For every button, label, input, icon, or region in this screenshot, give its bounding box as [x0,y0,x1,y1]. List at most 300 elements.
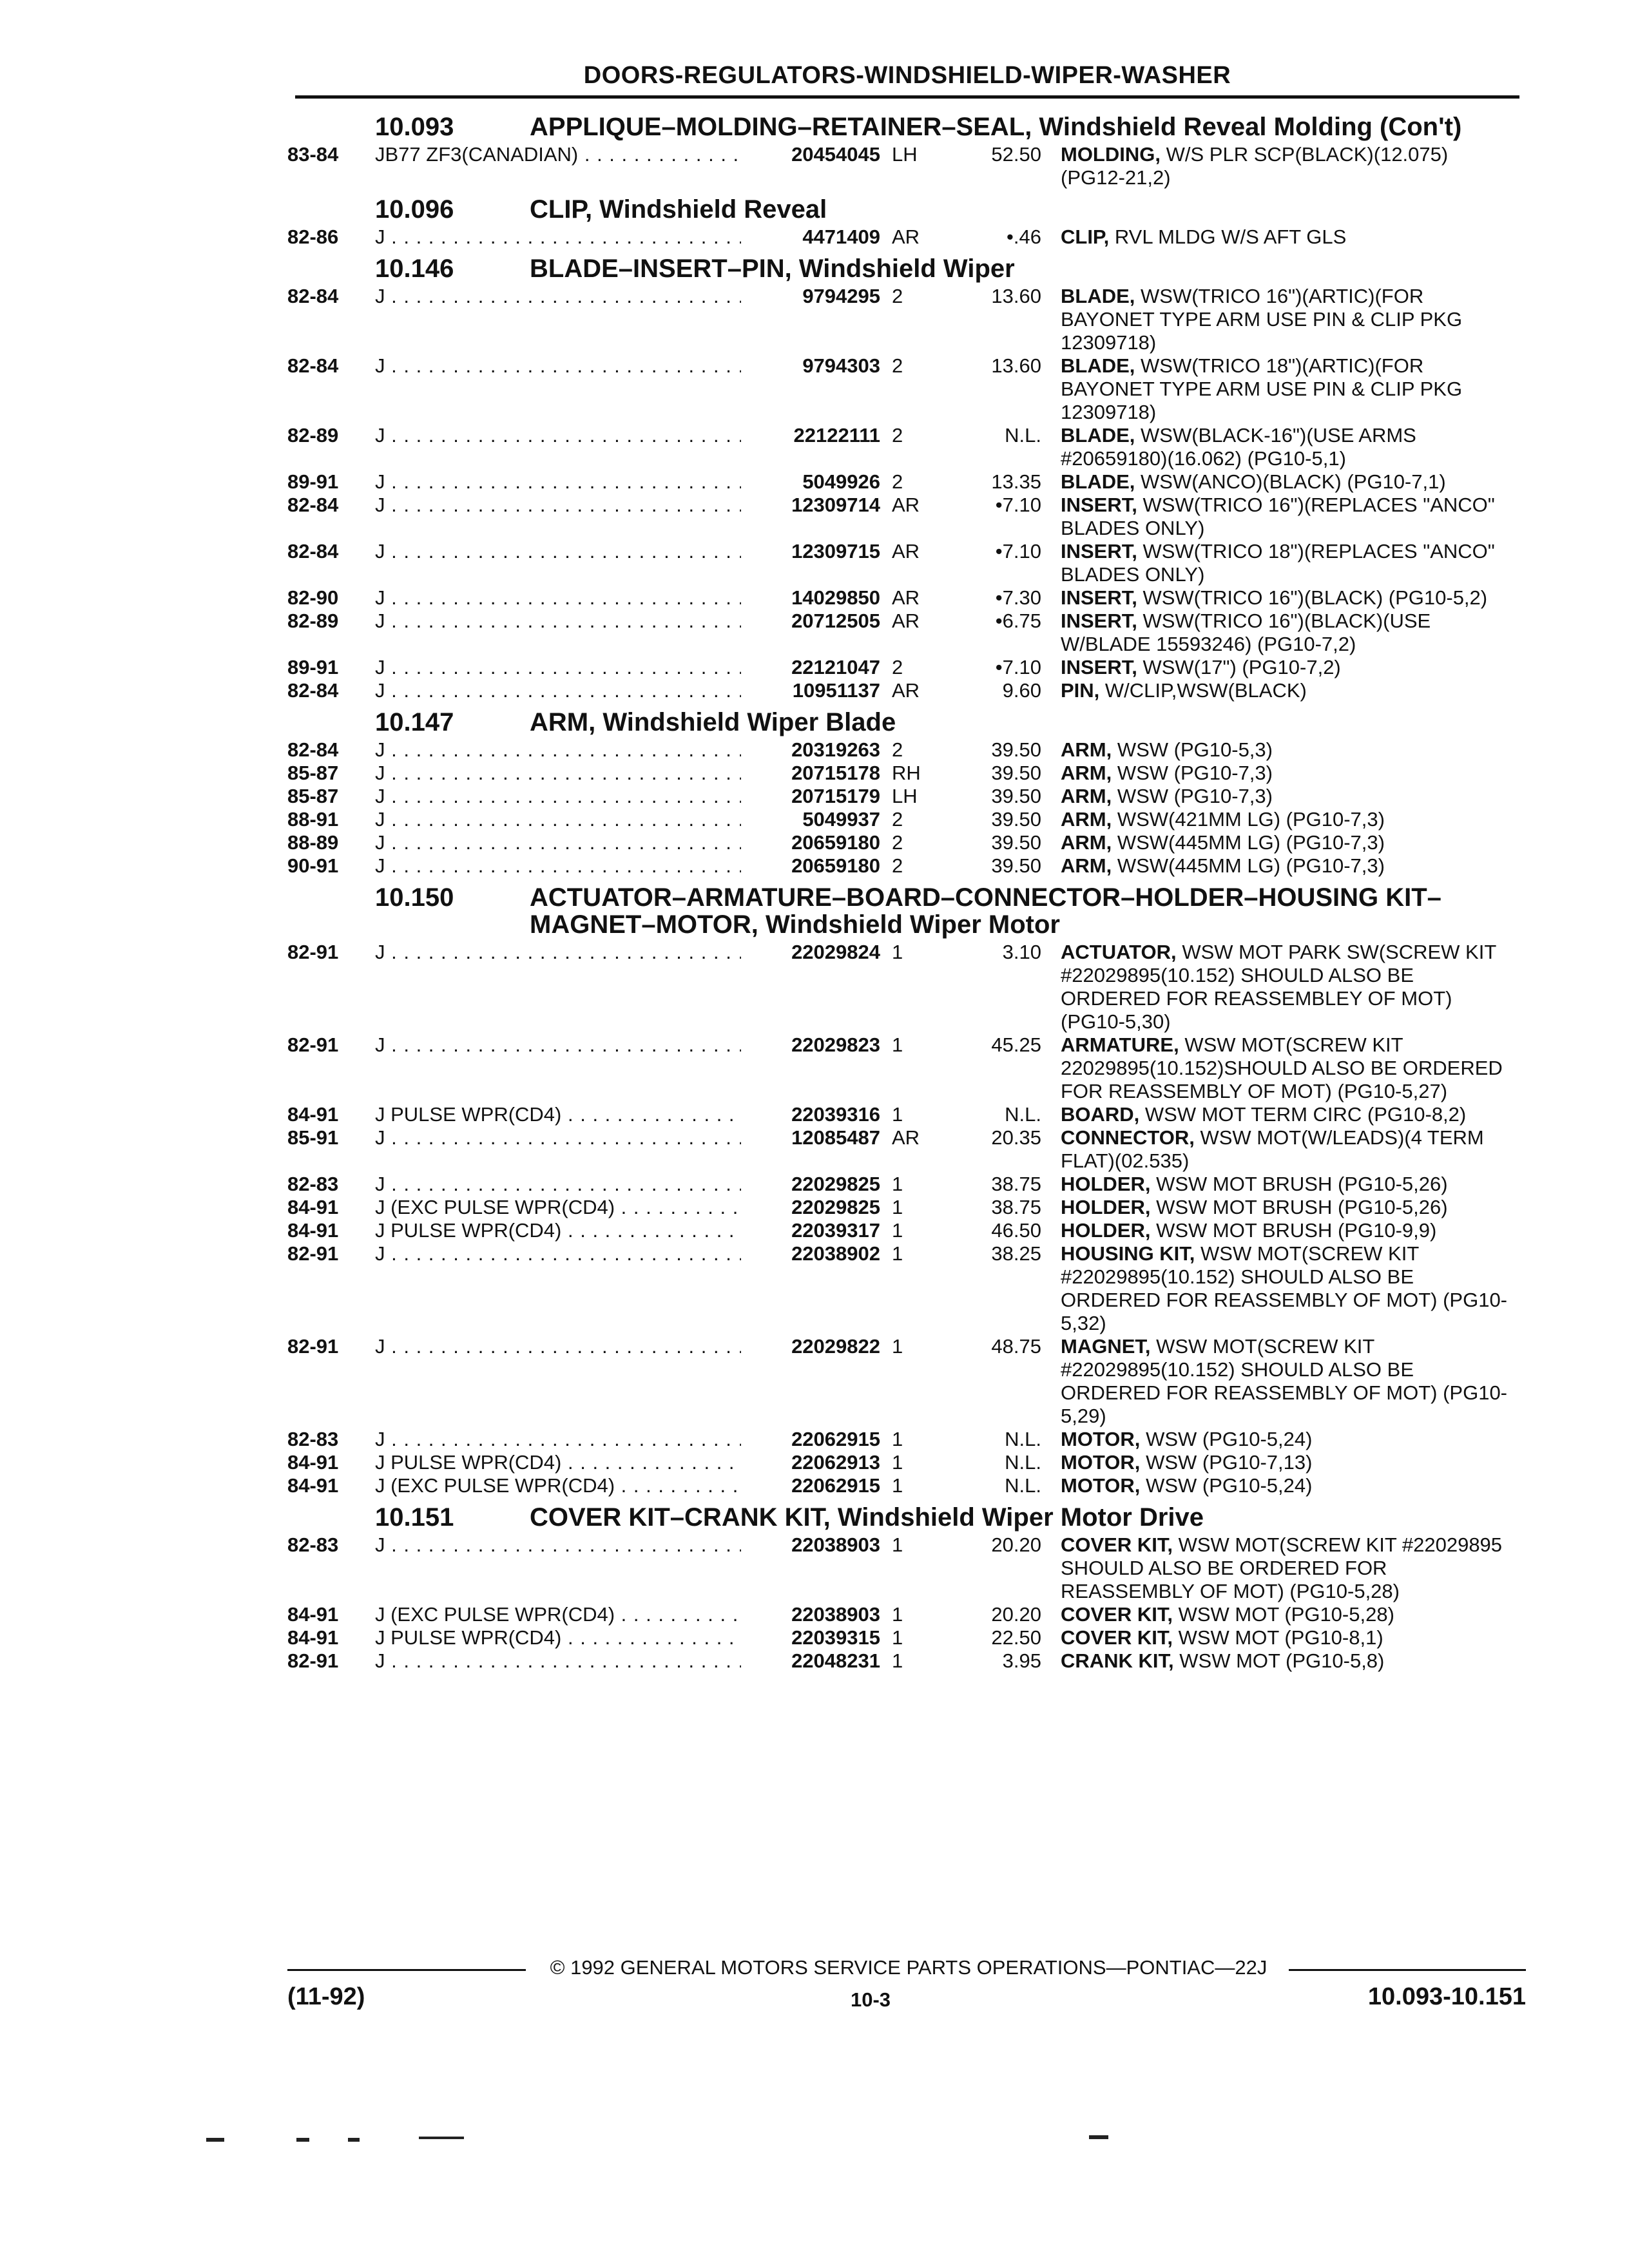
part-row [287,610,1525,656]
model-years: 84-91 [287,1219,339,1242]
model-years: 82-83 [287,1533,339,1556]
model-years: 85-87 [287,762,339,784]
quantity: 1 [892,1219,903,1242]
quantity: AR [892,540,920,562]
part-number: 20659180 [741,854,880,878]
price: 46.50 [991,1219,1041,1242]
part-number: 22038903 [741,1603,880,1626]
part-number: 9794303 [741,354,880,378]
quantity: 1 [892,1533,903,1556]
model-application: J . . . [375,785,741,808]
part-description [1061,1603,1512,1626]
part-name: COVER KIT, [1061,1533,1173,1556]
part-name: CONNECTOR, [1061,1126,1195,1149]
part-description [1061,586,1512,610]
part-detail: WSW MOT BRUSH (PG10-5,26) [1156,1173,1448,1195]
quantity: 1 [892,1033,903,1056]
part-number: 22121047 [741,656,880,679]
part-number: 22039316 [741,1103,880,1126]
part-description [1061,679,1512,702]
quantity: AR [892,226,920,248]
part-name: ARM, [1061,738,1112,761]
quantity: 2 [892,470,903,493]
model-years: 82-84 [287,354,339,377]
price: N.L. [1005,1103,1041,1126]
part-name: CRANK KIT, [1061,1649,1174,1672]
part-description [1061,1533,1512,1603]
footer-rule-left [287,1969,526,1971]
model-years: 88-89 [287,831,339,854]
part-description [1061,143,1512,189]
quantity: 1 [892,941,903,963]
part-detail: WSW MOT BRUSH (PG10-9,9) [1156,1219,1437,1242]
quantity: 2 [892,656,903,678]
price: •7.30 [995,586,1041,609]
model-application: J . . . [375,285,741,308]
model-application: J . . . [375,470,741,494]
quantity: 1 [892,1196,903,1218]
part-name: ARM, [1061,831,1112,854]
model-years: 82-86 [287,226,339,248]
part-number: 22122111 [741,424,880,447]
price: N.L. [1005,424,1041,447]
part-detail: WSW MOT TERM CIRC (PG10-8,2) [1144,1103,1467,1126]
part-detail: W/S PLR SCP(BLACK)(12.075) (PG12-21,2) [1061,143,1449,189]
part-description [1061,1103,1512,1126]
quantity: 1 [892,1474,903,1497]
part-detail: WSW(TRICO 16")(BLACK) (PG10-5,2) [1142,586,1488,609]
part-number: 22029825 [741,1196,880,1219]
part-row [287,656,1525,679]
page-header: DOORS-REGULATORS-WINDSHIELD-WIPER-WASHER [583,62,1231,89]
part-name: COVER KIT, [1061,1626,1173,1649]
model-application: J . . . [375,762,741,785]
part-name: ACTUATOR, [1061,941,1177,963]
scan-artifact [419,2137,464,2139]
part-number: 22029823 [741,1033,880,1057]
catalog-section [287,249,1525,702]
part-description [1061,1033,1512,1103]
quantity: AR [892,610,920,632]
part-row [287,854,1525,878]
part-name: MOTOR, [1061,1451,1141,1474]
model-application: J . . . [375,586,741,610]
scan-artifact [206,2138,224,2142]
section-title: COVER KIT–CRANK KIT, Windshield Wiper Motor Drive [530,1503,1204,1532]
part-name: BLADE, [1061,354,1135,377]
section-title: ARM, Windshield Wiper Blade [530,708,896,736]
model-years: 82-83 [287,1428,339,1450]
catalog-section [287,107,1525,189]
model-application: J PULSE WPR(CD4) . . . [375,1626,741,1649]
part-number: 22062913 [741,1451,880,1474]
part-detail: WSW (PG10-5,24) [1146,1474,1313,1497]
part-description [1061,762,1512,785]
footer-date-code: (11-92) [287,1983,365,2010]
part-row [287,470,1525,494]
model-application: J . . . [375,738,741,762]
model-years: 82-89 [287,424,339,447]
part-name: MAGNET, [1061,1335,1151,1358]
model-years: 84-91 [287,1196,339,1218]
part-name: INSERT, [1061,610,1137,632]
part-number: 9794295 [741,285,880,308]
footer-group-range: 10.093-10.151 [1367,1983,1526,2010]
part-description [1061,656,1512,679]
price: •7.10 [995,494,1041,516]
part-description [1061,808,1512,831]
part-number: 22062915 [741,1474,880,1497]
part-number: 22038902 [741,1242,880,1265]
section-code: 10.151 [375,1503,454,1532]
price: •.46 [1007,226,1041,248]
price: 20.20 [991,1533,1041,1556]
section-code: 10.096 [375,195,454,224]
model-application: J PULSE WPR(CD4) . . . [375,1451,741,1474]
quantity: 1 [892,1649,903,1672]
model-years: 82-91 [287,1649,339,1672]
quantity: 1 [892,1103,903,1126]
part-number: 22029822 [741,1335,880,1358]
price: 52.50 [991,143,1041,166]
part-detail: WSW(TRICO 18")(ARTIC)(FOR BAYONET TYPE ARM USE PIN & CLIP PKG 12309718) [1061,354,1463,423]
price: N.L. [1005,1474,1041,1497]
price: 39.50 [991,808,1041,831]
quantity: 1 [892,1626,903,1649]
model-years: 83-84 [287,143,339,166]
section-heading [287,878,1525,941]
section-title: CLIP, Windshield Reveal [530,195,827,224]
part-name: MOLDING, [1061,143,1161,166]
part-detail: WSW(445MM LG) (PG10-7,3) [1117,854,1385,877]
part-detail: WSW(TRICO 16")(BLACK)(USE W/BLADE 15593246) (PG10-7,2) [1061,610,1431,655]
model-application: J . . . [375,226,741,249]
part-description [1061,1428,1512,1451]
model-application: J . . . [375,610,741,633]
part-description [1061,1335,1512,1428]
part-detail: WSW MOT(W/LEADS)(4 TERM FLAT)(02.535) [1061,1126,1484,1172]
price: 20.20 [991,1603,1041,1626]
price: 38.25 [991,1242,1041,1265]
price: 20.35 [991,1126,1041,1149]
model-application: J . . . [375,1428,741,1451]
part-description [1061,354,1512,424]
part-name: BOARD, [1061,1103,1140,1126]
part-row [287,540,1525,586]
model-application: J (EXC PULSE WPR(CD4) . . . [375,1474,741,1497]
part-name: ARMATURE, [1061,1033,1179,1056]
quantity: AR [892,1126,920,1149]
model-application: J . . . [375,1033,741,1057]
model-application: J . . . [375,494,741,517]
part-detail: WSW(445MM LG) (PG10-7,3) [1117,831,1385,854]
quantity: RH [892,762,921,784]
part-name: INSERT, [1061,656,1137,678]
model-years: 84-91 [287,1603,339,1626]
section-heading [287,189,1525,226]
part-description [1061,494,1512,540]
part-row [287,1626,1525,1649]
model-application: J . . . [375,540,741,563]
part-description [1061,738,1512,762]
model-years: 84-91 [287,1451,339,1474]
section-code: 10.146 [375,255,454,283]
part-number: 12309714 [741,494,880,517]
part-row [287,586,1525,610]
part-number: 22029824 [741,941,880,964]
quantity: 2 [892,424,903,447]
price: •6.75 [995,610,1041,632]
part-row [287,424,1525,470]
model-application: J PULSE WPR(CD4) . . . [375,1103,741,1126]
scan-artifact [1089,2135,1108,2139]
part-number: 12309715 [741,540,880,563]
part-row [287,679,1525,702]
catalog-section [287,1497,1525,1673]
part-name: CLIP, [1061,226,1110,248]
part-row [287,1219,1525,1242]
part-detail: WSW (PG10-5,3) [1117,738,1273,761]
part-row [287,226,1525,249]
part-row [287,354,1525,424]
part-number: 20715178 [741,762,880,785]
section-heading [287,249,1525,285]
model-years: 82-91 [287,1335,339,1358]
part-number: 22038903 [741,1533,880,1557]
quantity: 1 [892,1428,903,1450]
part-detail: WSW MOT (PG10-5,28) [1178,1603,1394,1626]
part-detail: WSW MOT (PG10-8,1) [1178,1626,1383,1649]
part-number: 22039317 [741,1219,880,1242]
price: 39.50 [991,785,1041,807]
part-detail: WSW MOT(SCREW KIT #22029895(10.152) SHOULD ALSO BE ORDERED FOR REASSEMBLY OF MOT) (PG10-5,29) [1061,1335,1508,1427]
part-detail: WSW(17") (PG10-7,2) [1142,656,1341,678]
model-application: J . . . [375,424,741,447]
quantity: AR [892,586,920,609]
part-name: BLADE, [1061,470,1135,493]
part-row [287,1335,1525,1428]
price: 13.60 [991,354,1041,377]
part-row [287,1474,1525,1497]
quantity: 1 [892,1603,903,1626]
part-row [287,1103,1525,1126]
quantity: 1 [892,1173,903,1195]
footer-page-number: 10-3 [851,1988,891,2011]
part-detail: WSW MOT PARK SW(SCREW KIT #22029895(10.152) SHOULD ALSO BE ORDERED FOR REASSEMBLEY OF MOT) (PG10-5,30) [1061,941,1496,1033]
part-name: INSERT, [1061,586,1137,609]
part-name: HOLDER, [1061,1219,1151,1242]
part-description [1061,1173,1512,1196]
part-row [287,143,1525,189]
model-years: 84-91 [287,1626,339,1649]
part-row [287,1603,1525,1626]
part-description [1061,854,1512,878]
quantity: LH [892,143,918,166]
part-description [1061,1196,1512,1219]
part-number: 20659180 [741,831,880,854]
part-row [287,285,1525,354]
model-application: JB77 ZF3(CANADIAN) . . . [375,143,741,166]
part-description [1061,470,1512,494]
quantity: 1 [892,1335,903,1358]
model-years: 88-91 [287,808,339,831]
part-number: 22029825 [741,1173,880,1196]
part-row [287,1451,1525,1474]
quantity: 1 [892,1451,903,1474]
part-description [1061,226,1512,249]
price: 3.95 [1002,1649,1041,1672]
part-description [1061,1649,1512,1673]
model-years: 82-89 [287,610,339,632]
model-years: 82-91 [287,941,339,963]
footer-copyright: © 1992 GENERAL MOTORS SERVICE PARTS OPERATIONS—PONTIAC—22J [550,1956,1268,1979]
model-years: 90-91 [287,854,339,877]
part-row [287,831,1525,854]
part-name: ARM, [1061,808,1112,831]
part-number: 5049926 [741,470,880,494]
section-code: 10.093 [375,113,454,141]
part-row [287,1173,1525,1196]
model-application: J . . . [375,1533,741,1557]
model-years: 89-91 [287,656,339,678]
price: N.L. [1005,1428,1041,1450]
price: 38.75 [991,1196,1041,1218]
part-description [1061,1242,1512,1335]
price: 13.60 [991,285,1041,307]
price: 48.75 [991,1335,1041,1358]
section-code: 10.150 [375,883,454,912]
header-rule [295,95,1519,99]
scan-artifact [296,2138,309,2142]
model-application: J (EXC PULSE WPR(CD4) . . . [375,1603,741,1626]
model-application: J . . . [375,1649,741,1673]
part-detail: WSW (PG10-5,24) [1146,1428,1313,1450]
scan-artifact [348,2138,360,2142]
part-number: 22062915 [741,1428,880,1451]
quantity: 2 [892,854,903,877]
part-detail: WSW MOT BRUSH (PG10-5,26) [1156,1196,1448,1218]
model-application: J . . . [375,354,741,378]
part-detail: WSW(BLACK-16")(USE ARMS #20659180)(16.062) (PG10-5,1) [1061,424,1416,470]
model-years: 89-91 [287,470,339,493]
model-years: 82-84 [287,540,339,562]
model-application: J . . . [375,679,741,702]
price: 39.50 [991,762,1041,784]
part-detail: WSW (PG10-7,13) [1146,1451,1313,1474]
price: N.L. [1005,1451,1041,1474]
part-number: 12085487 [741,1126,880,1149]
part-detail: WSW MOT(SCREW KIT #22029895(10.152) SHOULD ALSO BE ORDERED FOR REASSEMBLY OF MOT) (PG10-5,32) [1061,1242,1508,1334]
model-years: 85-87 [287,785,339,807]
model-years: 82-91 [287,1033,339,1056]
part-name: ARM, [1061,762,1112,784]
part-detail: W/CLIP,WSW(BLACK) [1104,679,1307,702]
part-number: 20319263 [741,738,880,762]
model-application: J . . . [375,1173,741,1196]
model-years: 82-90 [287,586,339,609]
part-name: MOTOR, [1061,1428,1141,1450]
part-name: BLADE, [1061,285,1135,307]
part-detail: WSW MOT(SCREW KIT #22029895 SHOULD ALSO BE ORDERED FOR REASSEMBLY OF MOT) (PG10-5,28) [1061,1533,1503,1602]
part-description [1061,1126,1512,1173]
catalog-section [287,189,1525,249]
part-number: 5049937 [741,808,880,831]
model-application: J . . . [375,1242,741,1265]
model-application: J . . . [375,656,741,679]
model-application: J . . . [375,808,741,831]
part-name: HOLDER, [1061,1173,1151,1195]
part-name: COVER KIT, [1061,1603,1173,1626]
footer-rule-right [1289,1969,1526,1971]
part-name: INSERT, [1061,494,1137,516]
quantity: 1 [892,1242,903,1265]
model-years: 82-84 [287,738,339,761]
model-years: 85-91 [287,1126,339,1149]
part-detail: WSW MOT(SCREW KIT 22029895(10.152)SHOULD ALSO BE ORDERED FOR REASSEMBLY OF MOT) (PG10-5,27) [1061,1033,1503,1102]
quantity: 2 [892,285,903,307]
part-detail: WSW (PG10-7,3) [1117,785,1273,807]
part-detail: WSW(TRICO 16")(ARTIC)(FOR BAYONET TYPE ARM USE PIN & CLIP PKG 12309718) [1061,285,1463,354]
part-description [1061,785,1512,808]
part-number: 22048231 [741,1649,880,1673]
price: •7.10 [995,656,1041,678]
part-description [1061,540,1512,586]
part-name: ARM, [1061,785,1112,807]
model-years: 82-84 [287,494,339,516]
part-name: BLADE, [1061,424,1135,447]
part-detail: WSW (PG10-7,3) [1117,762,1273,784]
section-title: APPLIQUE–MOLDING–RETAINER–SEAL, Windshield Reveal Molding (Con't) [530,113,1462,141]
model-application: J PULSE WPR(CD4) . . . [375,1219,741,1242]
part-row [287,785,1525,808]
price: •7.10 [995,540,1041,562]
part-row [287,1242,1525,1335]
part-number: 20454045 [741,143,880,166]
catalog-section [287,702,1525,878]
model-years: 84-91 [287,1103,339,1126]
quantity: 2 [892,831,903,854]
part-detail: RVL MLDG W/S AFT GLS [1114,226,1347,248]
price: 38.75 [991,1173,1041,1195]
price: 9.60 [1002,679,1041,702]
part-detail: WSW(421MM LG) (PG10-7,3) [1117,808,1385,831]
part-number: 20712505 [741,610,880,633]
part-row [287,494,1525,540]
model-application: J . . . [375,831,741,854]
part-detail: WSW(TRICO 18")(REPLACES "ANCO" BLADES ONLY) [1061,540,1495,586]
quantity: 2 [892,354,903,377]
price: 39.50 [991,854,1041,877]
price: 13.35 [991,470,1041,493]
model-years: 82-91 [287,1242,339,1265]
part-description [1061,610,1512,656]
part-number: 20715179 [741,785,880,808]
part-name: MOTOR, [1061,1474,1141,1497]
part-name: ARM, [1061,854,1112,877]
quantity: AR [892,679,920,702]
section-heading [287,702,1525,738]
part-description [1061,941,1512,1033]
part-row [287,762,1525,785]
price: 22.50 [991,1626,1041,1649]
price: 3.10 [1002,941,1041,963]
model-years: 82-84 [287,285,339,307]
price: 39.50 [991,738,1041,761]
part-detail: WSW(ANCO)(BLACK) (PG10-7,1) [1141,470,1446,493]
part-row [287,1428,1525,1451]
quantity: AR [892,494,920,516]
model-application: J (EXC PULSE WPR(CD4) . . . [375,1196,741,1219]
